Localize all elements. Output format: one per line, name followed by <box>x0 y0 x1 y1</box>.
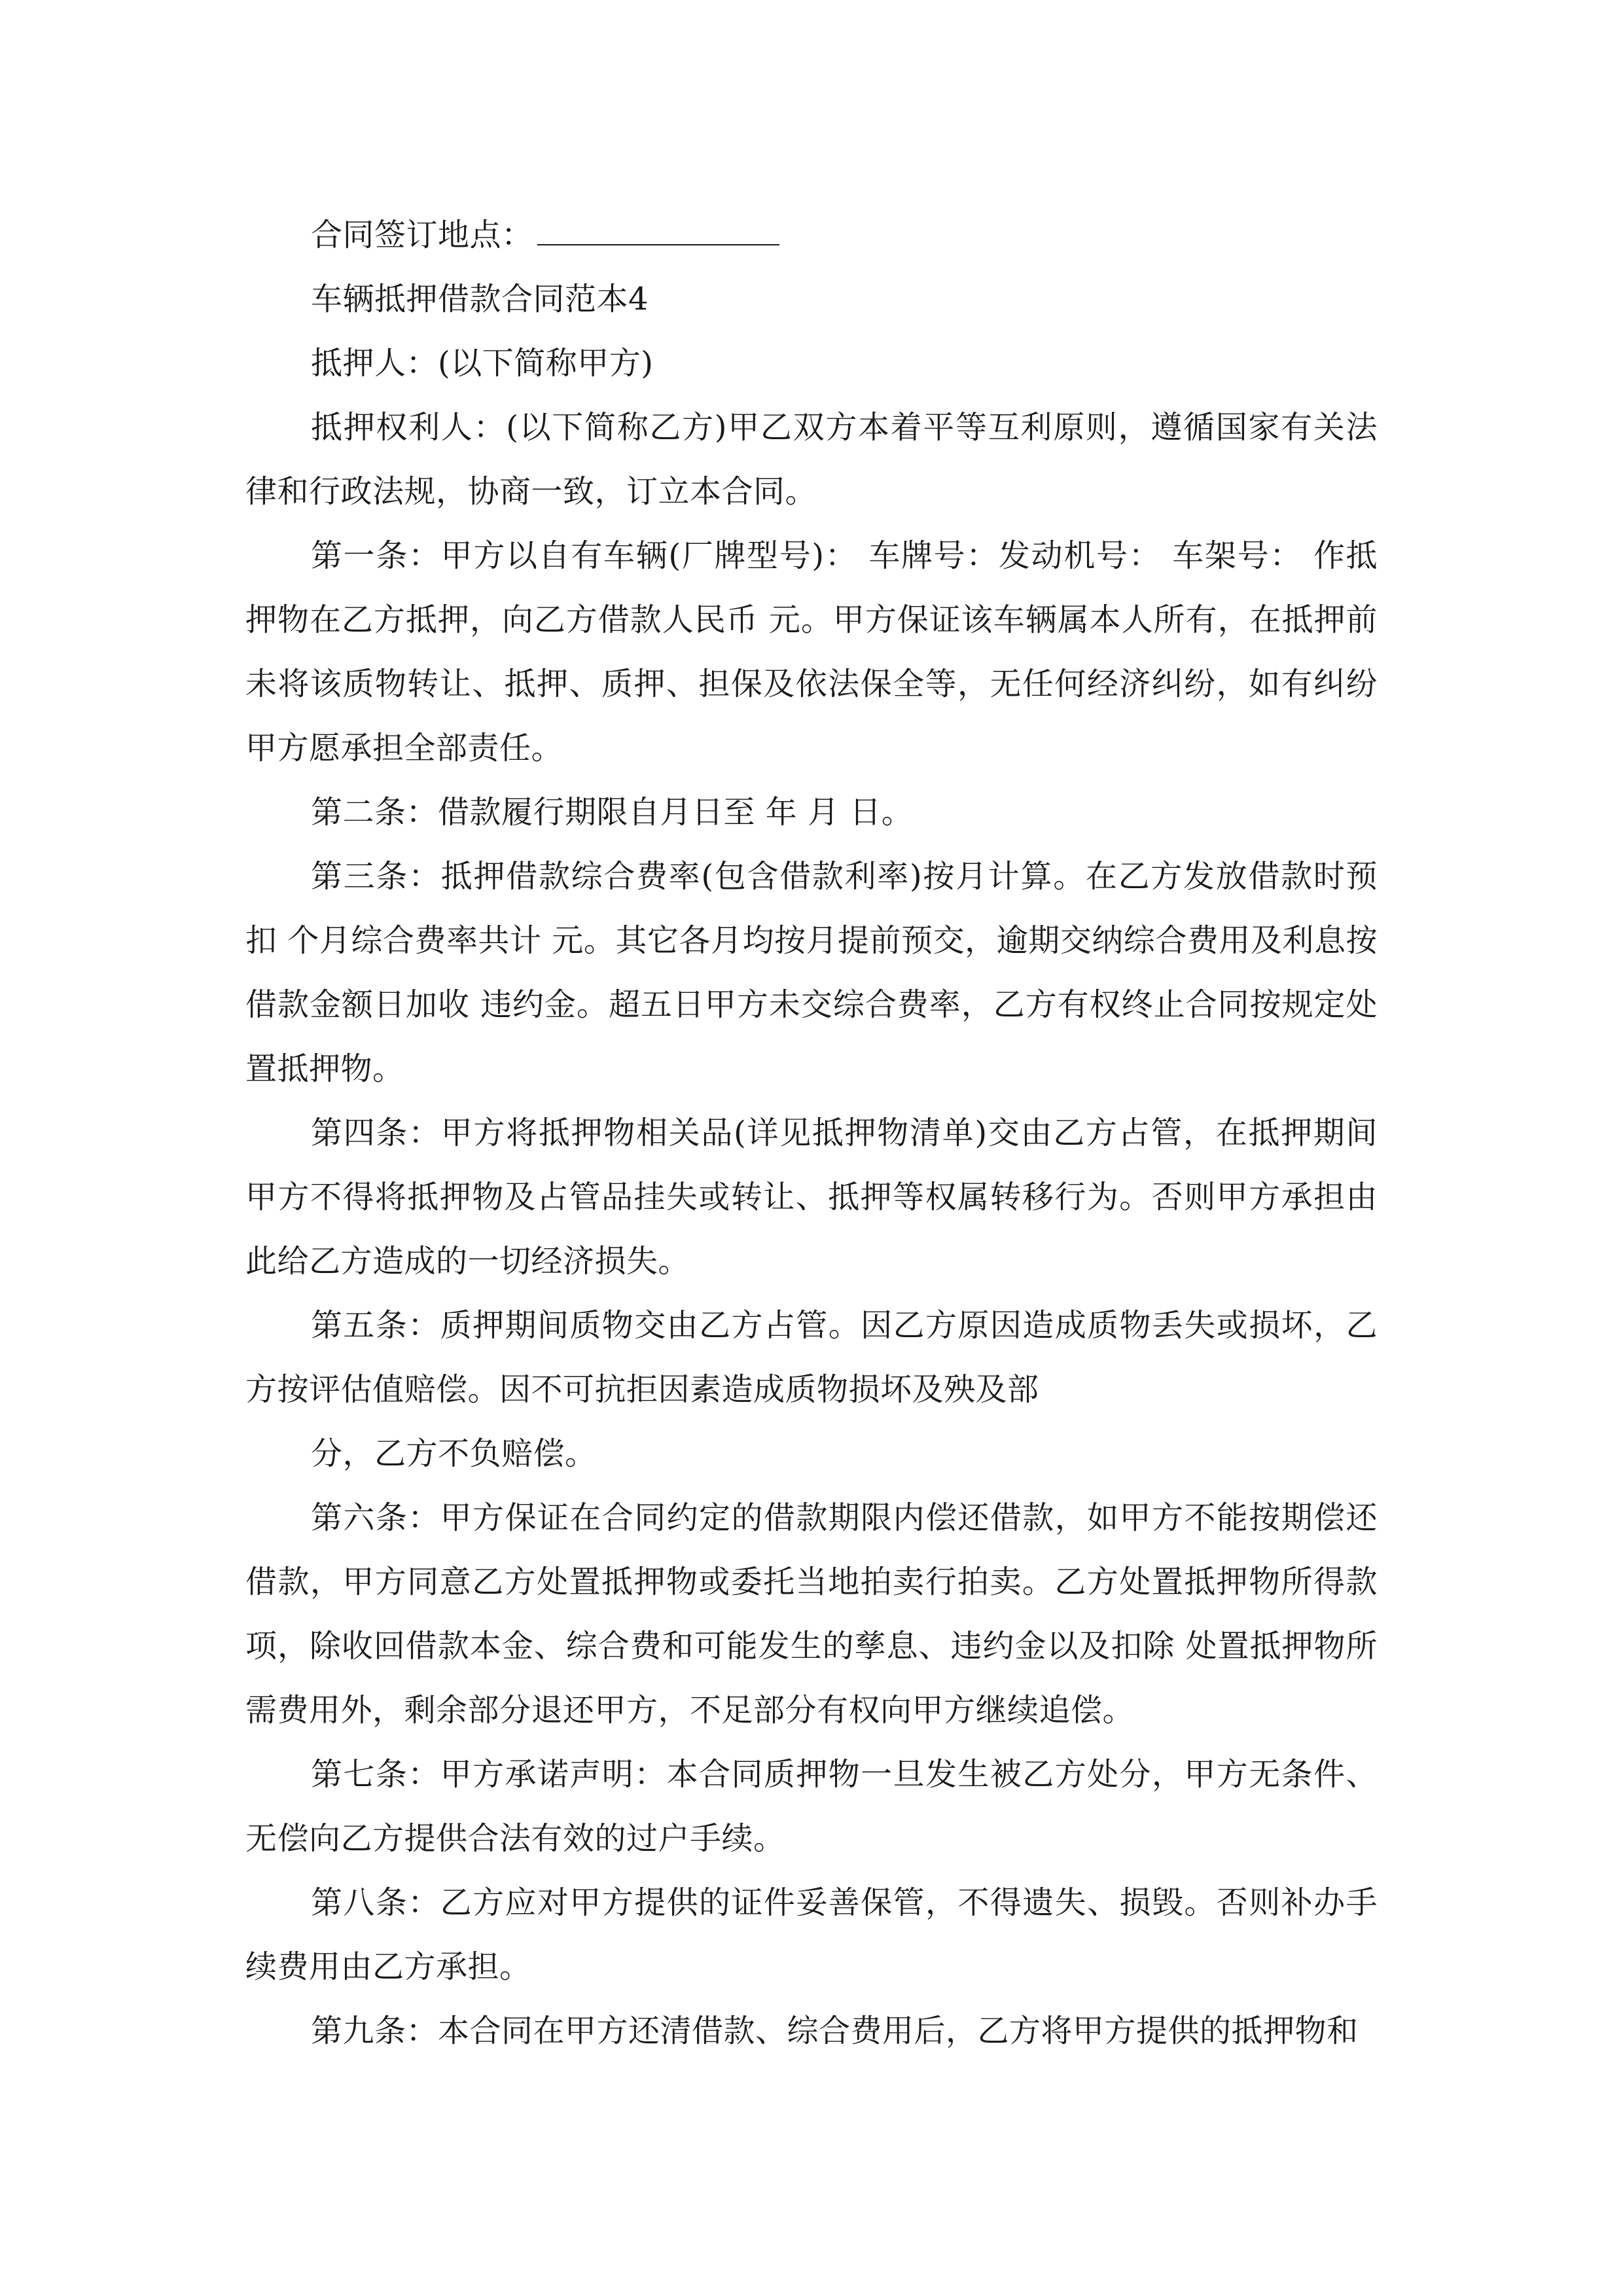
paragraph-article-5: 第五条：质押期间质物交由乙方占管。因乙方原因造成质物丢失或损坏，乙方按评估值赔偿。因不可抗拒因素造成质物损坏及殃及部 <box>245 1307 1378 1408</box>
sign-place-blank <box>537 218 779 245</box>
document-body <box>245 203 1378 2063</box>
paragraph-article-6: 第六条：甲方保证在合同约定的借款期限内偿还借款，如甲方不能按期偿还借款，甲方同意乙方处置抵押物或委托当地拍卖行拍卖。乙方处置抵押物所得款项，除收回借款本金、综合费和可能发生的孳息、违约金以及扣除 处置抵押物所需费用外，剩余部分退还甲方，不足部分有权向甲方继续追偿。 <box>245 1499 1378 1729</box>
paragraph-article-5-cont: 分，乙方不负赔偿。 <box>311 1435 597 1472</box>
paragraph-article-4: 第四条：甲方将抵押物相关品(详见抵押物清单)交由乙方占管，在抵押期间甲方不得将抵押物及占管品挂失或转让、抵押等权属转移行为。否则甲方承担由此给乙方造成的一切经济损失。 <box>245 1115 1378 1280</box>
paragraph-article-9: 第九条：本合同在甲方还清借款、综合费用后，乙方将甲方提供的抵押物和 <box>311 2013 1359 2049</box>
paragraph-article-3: 第三条：抵押借款综合费率(包含借款利率)按月计算。在乙方发放借款时预扣 个月综合费率共计 元。其它各月均按月提前预交，逾期交纳综合费用及利息按借款金额日加收 违约金。超五日甲方未交综合费率，乙方有权终止合同按规定处置抵押物。 <box>245 858 1378 1087</box>
paragraph-article-1: 第一条：甲方以自有车辆(厂牌型号)： 车牌号：发动机号： 车架号： 作抵押物在乙方抵押，向乙方借款人民币 元。甲方保证该车辆属本人所有，在抵押前未将该质物转让、抵押、质押、担保及依法保全等，无任何经济纠纷，如有纠纷甲方愿承担全部责任。 <box>245 537 1378 766</box>
paragraph-article-2: 第二条：借款履行期限自月日至 年 月 日。 <box>311 794 914 831</box>
sign-place-line <box>245 203 1378 267</box>
paragraph-article-7: 第七条：甲方承诺声明：本合同质押物一旦发生被乙方处分，甲方无条件、无偿向乙方提供合法有效的过户手续。 <box>245 1756 1378 1857</box>
document-title: 车辆抵押借款合同范本4 <box>311 281 649 317</box>
sign-place-label: 合同签订地点： <box>311 217 533 253</box>
paragraph-preamble: 抵押权利人：(以下简称乙方)甲乙双方本着平等互利原则，遵循国家有关法律和行政法规，协商一致，订立本合同。 <box>245 409 1378 510</box>
paragraph-article-8: 第八条：乙方应对甲方提供的证件妥善保管，不得遗失、损毁。否则补办手续费用由乙方承担。 <box>245 1884 1378 1985</box>
mortgagor-line: 抵押人：(以下简称甲方) <box>311 345 654 382</box>
